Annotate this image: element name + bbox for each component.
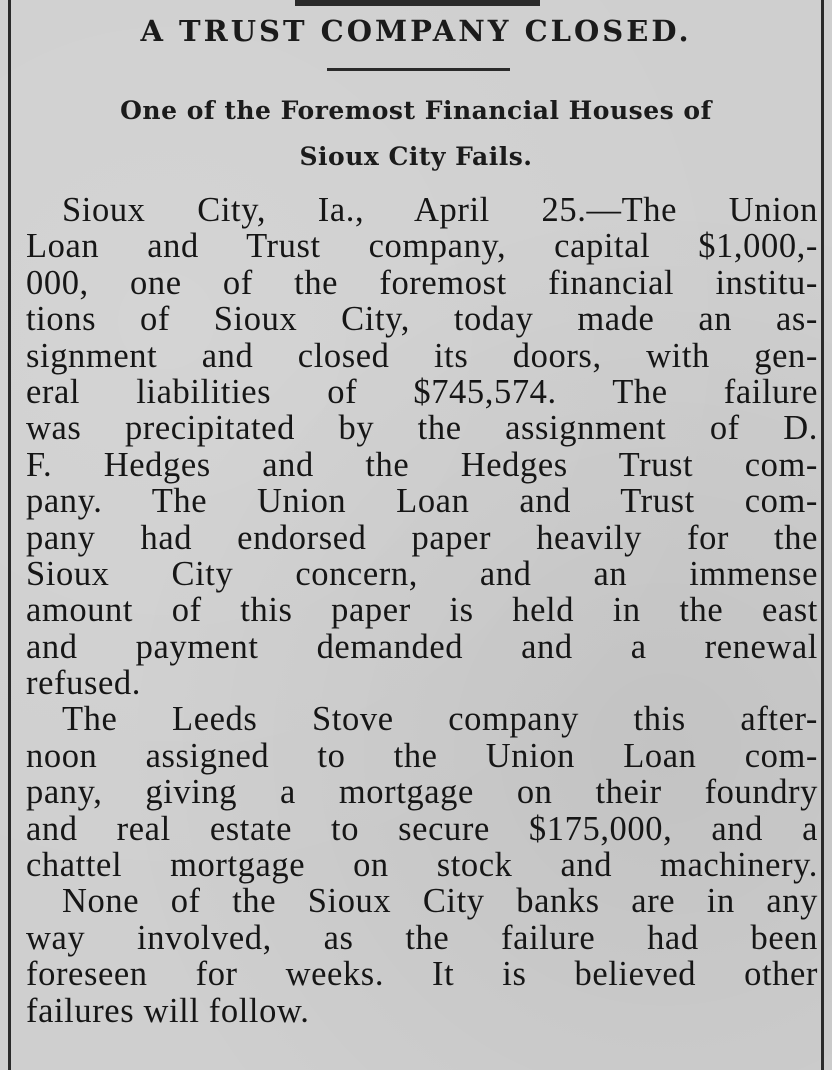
article-line: pany, giving a mortgage on their foundry bbox=[26, 773, 818, 812]
article-line: Sioux City, Ia., April 25.—The Union bbox=[62, 191, 818, 229]
article-line: failures will follow. bbox=[26, 991, 310, 1030]
article-line: way involved, as the failure had been bbox=[26, 918, 818, 957]
subheadline-line: Sioux City Fails. bbox=[299, 142, 533, 171]
article-line: F. Hedges and the Hedges Trust com- bbox=[26, 445, 818, 484]
article-line: chattel mortgage on stock and machinery. bbox=[26, 846, 818, 885]
headline: A TRUST COMPANY CLOSED. bbox=[140, 14, 692, 48]
article-line: pany. The Union Loan and Trust com- bbox=[26, 482, 818, 521]
article-line: Loan and Trust company, capital $1,000,- bbox=[26, 227, 818, 266]
article-line: and real estate to secure $175,000, and a bbox=[26, 809, 818, 848]
article-line: eral liabilities of $745,574. The failure bbox=[26, 372, 818, 411]
article-line: noon assigned to the Union Loan com- bbox=[26, 736, 818, 775]
headline-divider-rule bbox=[327, 68, 510, 71]
article-line: Sioux City concern, and an immense bbox=[26, 554, 818, 593]
article-body bbox=[26, 192, 818, 1029]
article-line: foreseen for weeks. It is believed other bbox=[26, 955, 818, 994]
article-line: The Leeds Stove company this after- bbox=[62, 700, 818, 739]
subheadline-line: One of the Foremost Financial Houses of bbox=[120, 96, 712, 125]
article-line: refused. bbox=[26, 664, 141, 703]
article-line: signment and closed its doors, with gen- bbox=[26, 336, 818, 375]
article-line: 000, one of the foremost financial institu- bbox=[26, 263, 818, 302]
top-divider-rule bbox=[295, 0, 540, 6]
article-line: None of the Sioux City banks are in any bbox=[62, 882, 818, 921]
article-line: was precipitated by the assignment of D. bbox=[26, 409, 818, 448]
column-rule-right bbox=[821, 0, 824, 1070]
article-line: and payment demanded and a renewal bbox=[26, 627, 818, 666]
subheadline bbox=[22, 88, 810, 180]
article-line: tions of Sioux City, today made an as- bbox=[26, 300, 818, 339]
article-line: pany had endorsed paper heavily for the bbox=[26, 518, 818, 557]
column-rule-left bbox=[8, 0, 11, 1070]
article-line: amount of this paper is held in the east bbox=[26, 591, 818, 630]
